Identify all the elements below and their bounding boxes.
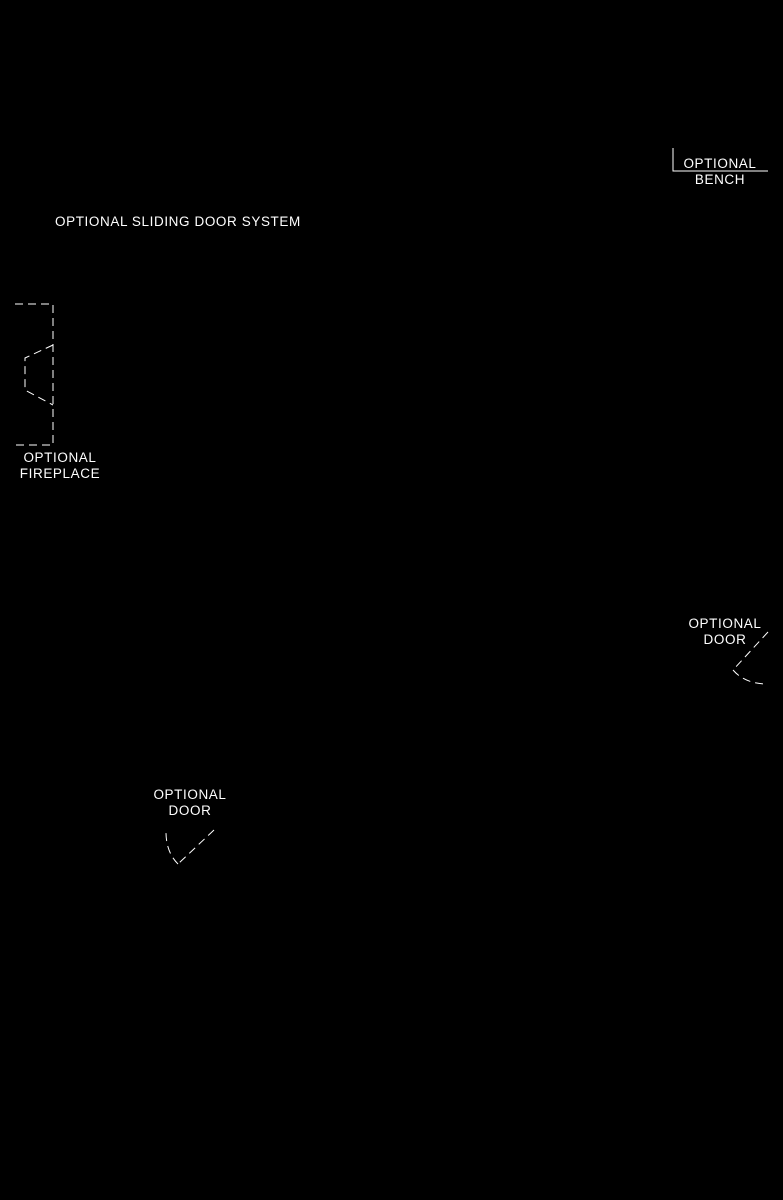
bench-label-line2: BENCH bbox=[694, 172, 746, 187]
door-right-label-line1: OPTIONAL bbox=[688, 616, 762, 631]
door-left-label bbox=[150, 787, 230, 819]
fireplace-outline bbox=[15, 304, 53, 445]
door-swing-left bbox=[166, 830, 214, 864]
bench-label bbox=[680, 156, 760, 188]
door-right-label bbox=[685, 616, 765, 648]
door-right-label-line2: DOOR bbox=[703, 632, 747, 647]
bench-label-line1: OPTIONAL bbox=[683, 156, 757, 171]
fireplace-label bbox=[15, 450, 105, 482]
fireplace-label-line2: FIREPLACE bbox=[19, 466, 101, 481]
door-left-label-line1: OPTIONAL bbox=[153, 787, 227, 802]
sliding-door-text: OPTIONAL SLIDING DOOR SYSTEM bbox=[55, 214, 301, 229]
fireplace-label-line1: OPTIONAL bbox=[23, 450, 97, 465]
sliding-door-label bbox=[55, 214, 301, 230]
door-left-label-line2: DOOR bbox=[168, 803, 212, 818]
